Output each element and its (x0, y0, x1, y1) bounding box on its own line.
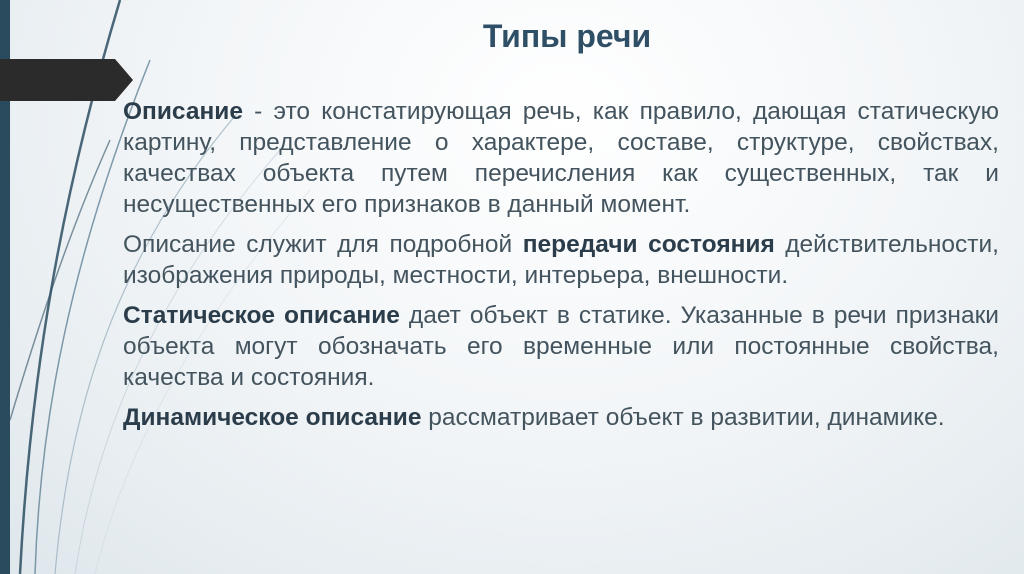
paragraph-description (123, 96, 999, 220)
term-static-description: Статическое описание (123, 302, 400, 329)
slide-body (123, 96, 999, 442)
paragraph-text: действительности, изображения природы, местности, интерьера, внешности. (123, 231, 999, 289)
paragraph-text: - это констатирующая речь, как правило, дающая статическую картину, представление о характере, составе, структуре, свойствах, качествах объекта путем перечисления как существенных, так и несущественных его признаков в данный момент. (123, 98, 999, 218)
paragraph-static-description (123, 300, 999, 393)
paragraph-purpose (123, 229, 999, 291)
paragraph-text: рассматривает объект в развитии, динамике. (421, 404, 945, 431)
term-state-transfer: передачи состояния (522, 231, 775, 258)
title-tab-marker (0, 59, 133, 101)
paragraph-text: дает объект в статике. Указанные в речи признаки объекта могут обозначать его временные или постоянные свойства, качества и состояния. (123, 302, 999, 391)
term-dynamic-description: Динамическое описание (123, 404, 422, 431)
slide-title: Типы речи (482, 18, 652, 54)
term-description: Описание (123, 98, 243, 125)
paragraph-text: Описание служит для подробной (123, 231, 523, 258)
paragraph-dynamic-description (123, 402, 999, 433)
